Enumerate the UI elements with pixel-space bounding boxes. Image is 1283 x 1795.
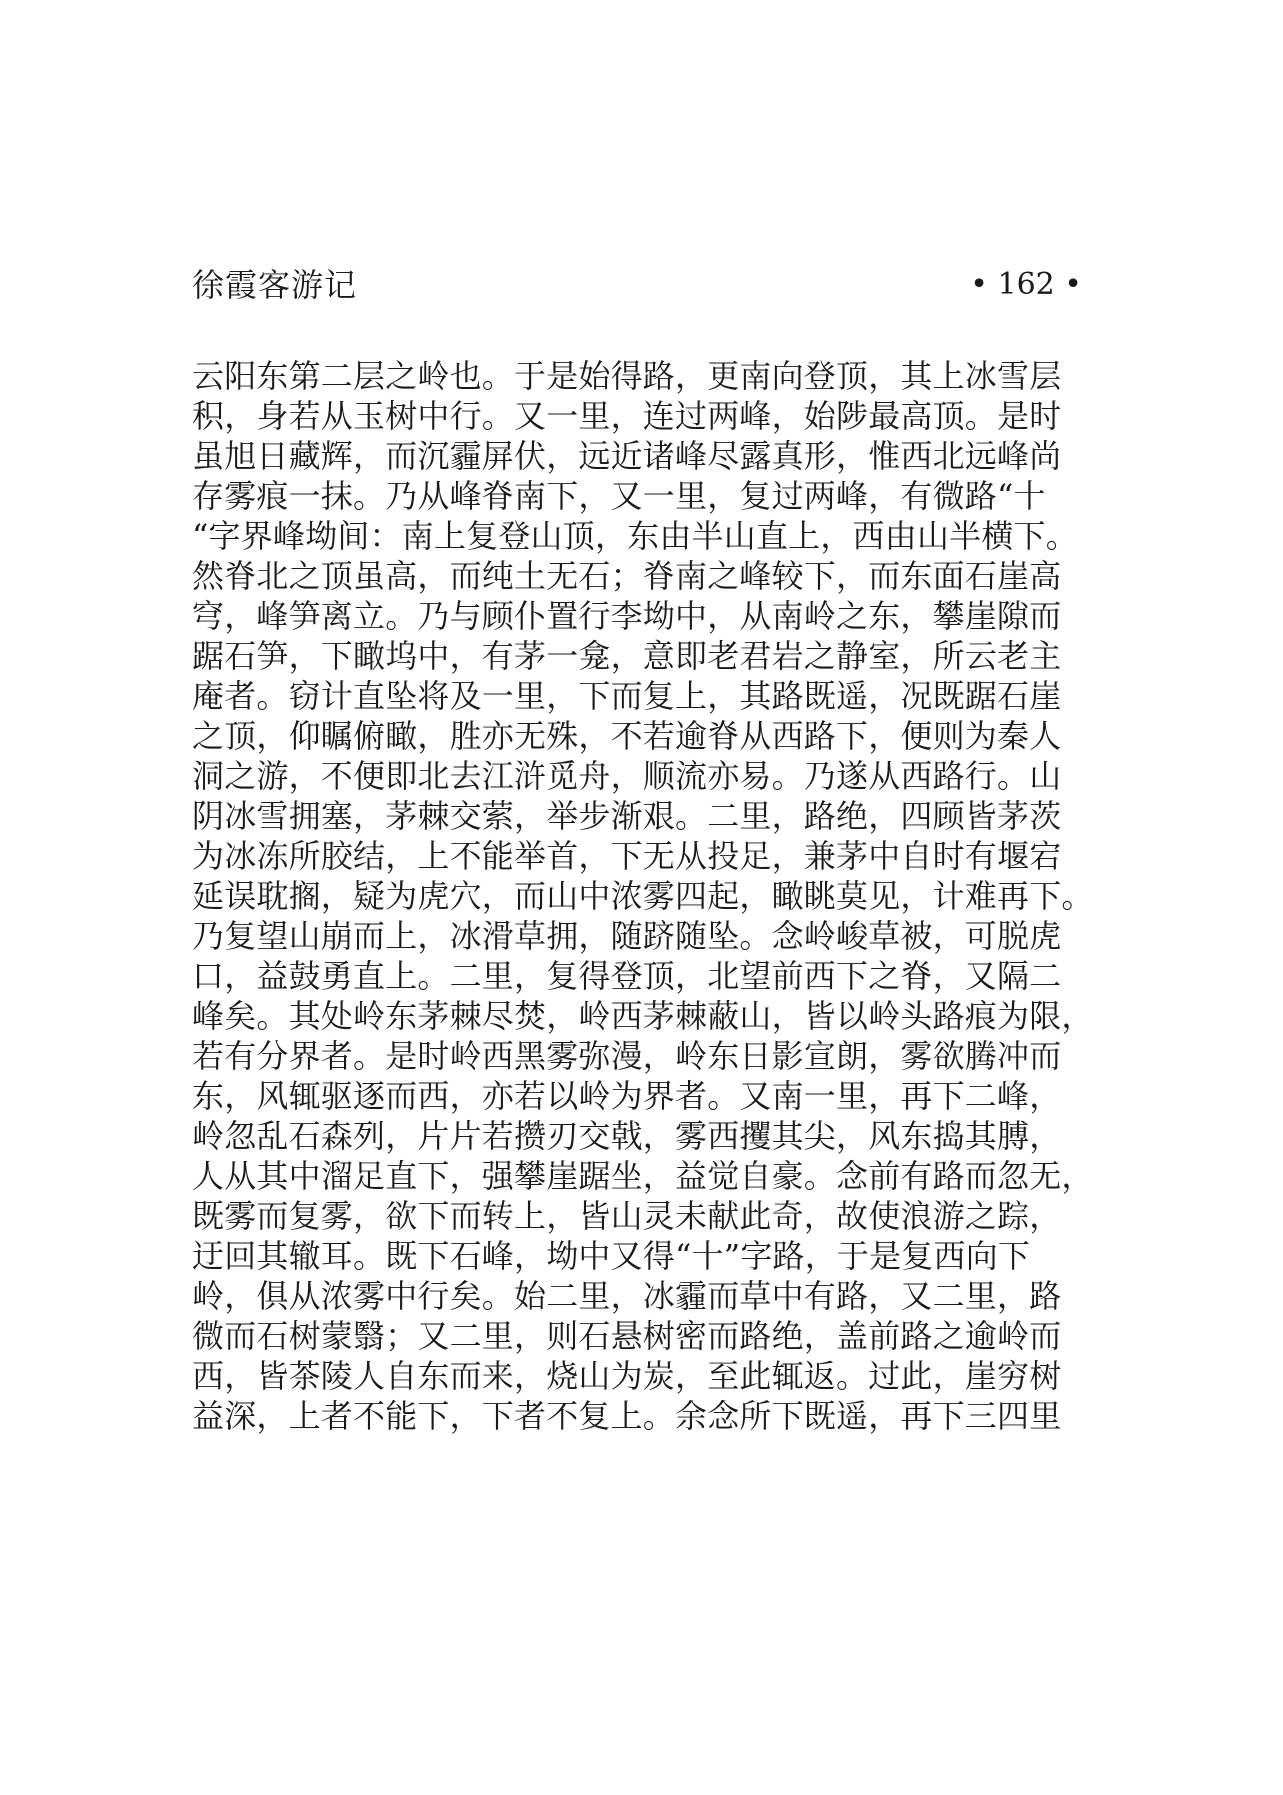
text-line: 穹，峰笋离立。乃与顾仆置行李坳中，从南岭之东，攀崖隙而 (192, 597, 1062, 635)
text-line: 人从其中溜足直下，强攀崖踞坐，益觉自豪。念前有路而忽无， (192, 1157, 1094, 1195)
text-line: 峰矣。其处岭东茅棘尽焚，岭西茅棘蔽山，皆以岭头路痕为限， (192, 997, 1094, 1035)
text-line: 岭，俱从浓雾中行矣。始二里，冰霾而草中有路，又二里，路 (192, 1277, 1062, 1315)
text-line: “字界峰坳间：南上复登山顶，东由半山直上，西由山半横下。 (192, 517, 1078, 555)
text-line: 东，风辄驱逐而西，亦若以岭为界者。又南一里，再下二峰， (192, 1077, 1062, 1115)
text-line: 岭忽乱石森列，片片若攒刃交戟，雾西攫其尖，风东捣其膊， (192, 1117, 1062, 1155)
text-line: 迂回其辙耳。既下石峰，坳中又得“十”字路，于是复西向下 (192, 1237, 1031, 1275)
text-line: 虽旭日藏辉，而沉霾屏伏，远近诸峰尽露真形，惟西北远峰尚 (192, 437, 1062, 475)
text-line: 口，益鼓勇直上。二里，复得登顶，北望前西下之脊，又隔二 (192, 957, 1062, 995)
book-title: 徐霞客游记 (192, 266, 358, 304)
text-line: 之顶，仰瞩俯瞰，胜亦无殊，不若逾脊从西路下，便则为秦人 (192, 717, 1062, 755)
text-line: 阴冰雪拥塞，茅棘交萦，举步渐艰。二里，路绝，四顾皆茅茨 (192, 797, 1062, 835)
page-number: • 162 • (970, 267, 1082, 302)
text-line: 洞之游，不便即北去江浒觅舟，顺流亦易。乃遂从西路行。山 (192, 757, 1062, 795)
text-line: 延误耽搁，疑为虎穴，而山中浓雾四起，瞰眺莫见，计难再下。 (192, 877, 1094, 915)
text-line: 既雾而复雾，欲下而转上，皆山灵未献此奇，故使浪游之踪， (192, 1197, 1062, 1235)
text-line: 然脊北之顶虽高，而纯土无石；脊南之峰较下，而东面石崖高 (192, 557, 1062, 595)
text-line: 益深，上者不能下，下者不复上。余念所下既遥，再下三四里 (192, 1397, 1062, 1435)
page-header (192, 262, 1082, 308)
text-line: 微而石树蒙翳；又二里，则石悬树密而路绝，盖前路之逾岭而 (192, 1317, 1062, 1355)
text-line: 庵者。窃计直坠将及一里，下而复上，其路既遥，况既踞石崖 (192, 677, 1062, 715)
body-text (192, 356, 1132, 1436)
text-line: 为冰冻所胶结，上不能举首，下无从投足，兼茅中自时有堰宕 (192, 837, 1062, 875)
text-line: 西，皆茶陵人自东而来，烧山为炭，至此辄返。过此，崖穷树 (192, 1357, 1062, 1395)
text-line: 踞石笋，下瞰坞中，有茅一龛，意即老君岩之静室，所云老主 (192, 637, 1062, 675)
text-line: 积，身若从玉树中行。又一里，连过两峰，始陟最高顶。是时 (192, 397, 1062, 435)
text-line: 云阳东第二层之岭也。于是始得路，更南向登顶，其上冰雪层 (192, 357, 1062, 395)
text-line: 乃复望山崩而上，冰滑草拥，随跻随坠。念岭峻草被，可脱虎 (192, 917, 1062, 955)
text-line: 若有分界者。是时岭西黑雾弥漫，岭东日影宣朗，雾欲腾冲而 (192, 1037, 1062, 1075)
text-line: 存雾痕一抹。乃从峰脊南下，又一里，复过两峰，有微路“十 (192, 477, 1046, 515)
